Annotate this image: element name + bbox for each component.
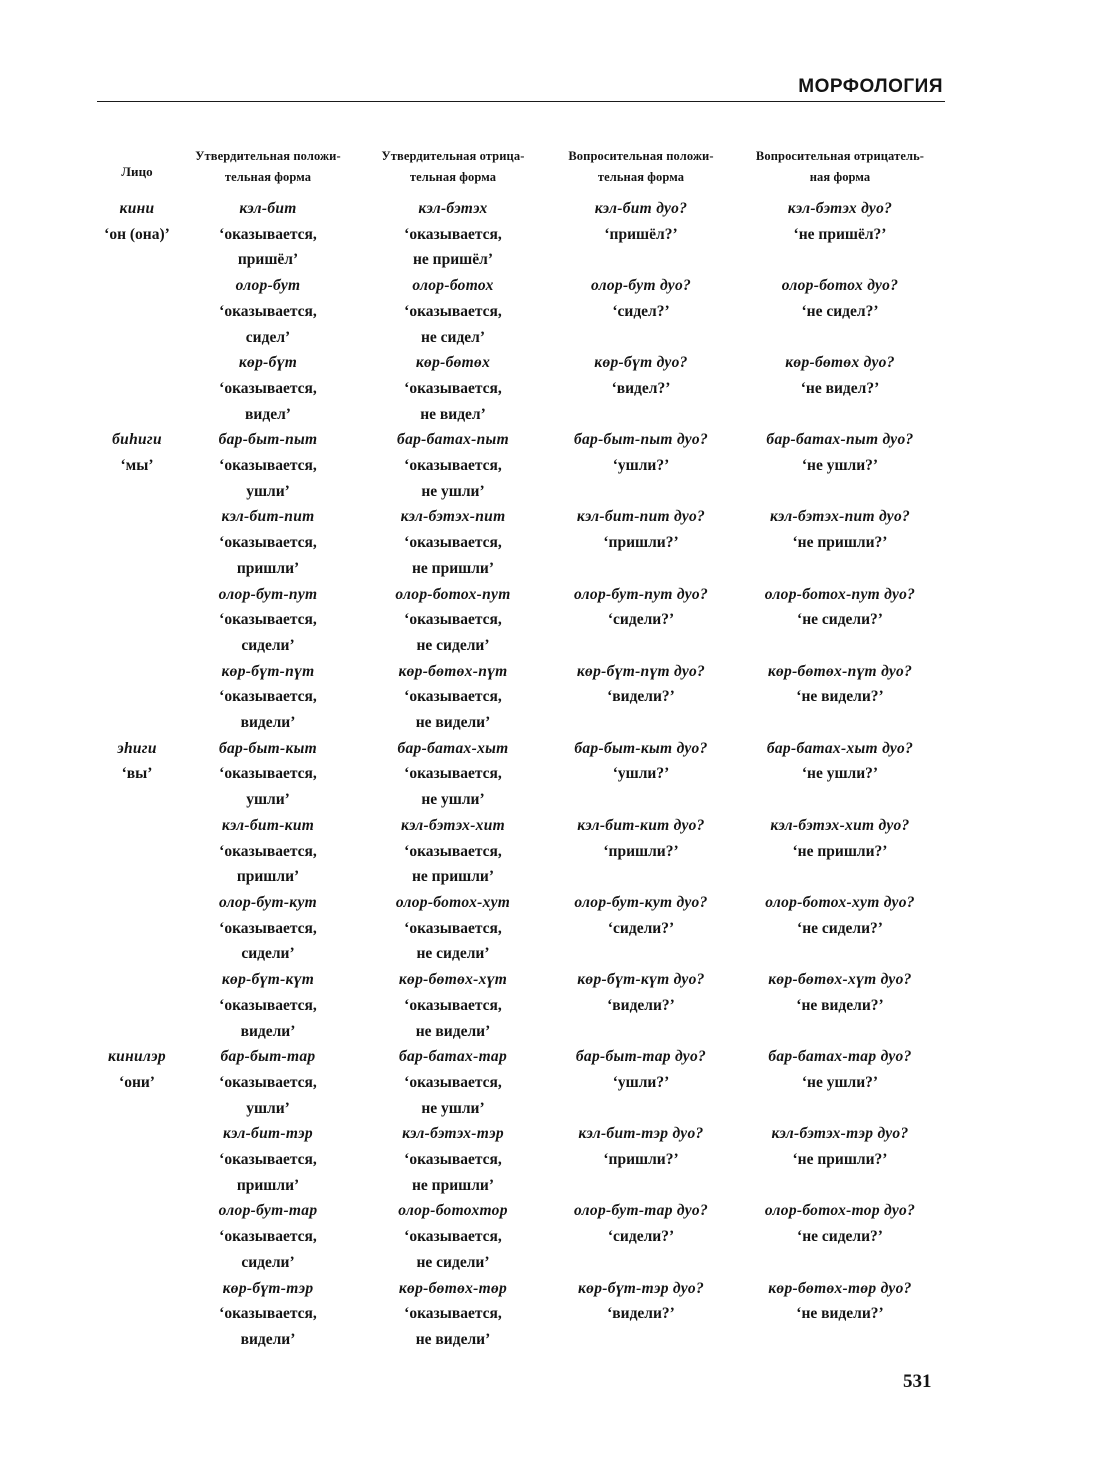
verb-form-cell [735, 736, 945, 813]
translation-line: не пришёл’ [413, 251, 493, 269]
translation-line: ‘не ушли?’ [801, 1073, 879, 1091]
translation-line: не сидели’ [416, 945, 490, 963]
verb-form-cell [359, 1044, 547, 1121]
person-pronoun: кинилэр [108, 1048, 166, 1066]
verb-form: бар-быт-тар дуо? [575, 1048, 707, 1066]
translation-line: ‘оказывается, [404, 765, 502, 783]
verb-form-cell [735, 1276, 945, 1353]
verb-form-cell [177, 1276, 359, 1353]
table-row [97, 582, 945, 659]
person-gloss: ‘они’ [119, 1073, 155, 1091]
translation-line: сидели’ [241, 945, 295, 963]
table-row [97, 967, 945, 1044]
header-line: тельная форма [224, 170, 312, 184]
verb-form-cell [177, 967, 359, 1044]
person-cell [97, 1276, 177, 1353]
translation-line: не видел’ [420, 405, 486, 423]
translation-line: ‘сидели?’ [607, 611, 675, 629]
verb-form-cell [547, 813, 735, 890]
verb-form: көр-бөтөх дуо? [785, 354, 895, 372]
translation-line: ‘пришли?’ [603, 534, 679, 552]
table-row [97, 890, 945, 967]
header-line: тельная форма [597, 170, 685, 184]
person-cell [97, 736, 177, 813]
header-affirmative-positive [177, 146, 359, 196]
verb-form-cell [735, 1121, 945, 1198]
translation-line: ‘оказывается, [404, 302, 502, 320]
translation-line: ‘оказывается, [219, 996, 317, 1014]
translation-line: не видели’ [415, 1022, 491, 1040]
verb-form-cell [547, 1121, 735, 1198]
person-cell [97, 350, 177, 427]
translation-line: ‘не видел?’ [800, 379, 880, 397]
person-pronoun: кини [119, 200, 155, 217]
verb-form: кэл-бэтэх-тэр дуо? [771, 1125, 909, 1143]
verb-form: кэл-бит-пит дуо? [576, 508, 706, 526]
translation-line: ‘оказывается, [219, 1151, 317, 1169]
verb-form: кэл-бит [239, 200, 297, 217]
verb-form-cell [359, 504, 547, 581]
verb-form: кэл-бит дуо? [594, 200, 688, 217]
person-cell [97, 427, 177, 504]
translation-line: не ушли’ [421, 482, 485, 500]
verb-form: олор-бут [235, 277, 301, 295]
verb-form: кэл-бит-тэр [223, 1125, 313, 1143]
verb-form-cell [547, 1198, 735, 1275]
verb-form: көр-бөтөх-төр дуо? [768, 1279, 912, 1297]
verb-form-cell [547, 967, 735, 1044]
verb-form: бар-быт-пыт дуо? [573, 431, 709, 449]
table-row [97, 1276, 945, 1353]
verb-form: олор-ботохтор [398, 1202, 508, 1220]
verb-form-cell [735, 967, 945, 1044]
translation-line: ‘оказывается, [219, 765, 317, 783]
translation-line: ‘не пришёл?’ [793, 225, 887, 243]
header-line: тельная форма [409, 170, 497, 184]
translation-line: сидели’ [241, 636, 295, 654]
table-row [97, 659, 945, 736]
verb-form: көр-бөтөх-пүт [398, 662, 508, 680]
translation-line: видел’ [245, 405, 291, 423]
person-cell [97, 890, 177, 967]
translation-line: видели’ [240, 1330, 296, 1348]
verb-form-cell [359, 1198, 547, 1275]
verb-form-cell [359, 1276, 547, 1353]
verb-form-cell [177, 736, 359, 813]
person-cell [97, 504, 177, 581]
translation-line: не ушли’ [421, 791, 485, 809]
translation-line: ‘оказывается, [404, 379, 502, 397]
verb-form-cell [177, 504, 359, 581]
person-gloss: ‘вы’ [121, 765, 153, 783]
table-row [97, 736, 945, 813]
verb-form: олор-ботох-хут [395, 893, 511, 911]
verb-form-cell [177, 350, 359, 427]
verb-form-cell [177, 1121, 359, 1198]
verb-form: бар-батах-хыт [397, 739, 509, 757]
verb-form: олор-бут дуо? [590, 277, 692, 295]
verb-form: кэл-бэтэх-хит [401, 816, 505, 834]
verb-form-cell [359, 1121, 547, 1198]
translation-line: ‘ушли?’ [612, 1073, 670, 1091]
verb-form-cell [547, 1276, 735, 1353]
verb-form: олор-бут-кут дуо? [574, 893, 708, 911]
verb-form-cell [177, 273, 359, 350]
translation-line: ‘не пришли?’ [792, 534, 888, 552]
verb-form: көр-бүт-күт [221, 971, 315, 989]
header-interrogative-negative [735, 146, 945, 196]
translation-line: не пришли’ [411, 559, 495, 577]
verb-form: көр-бүт-тэр [222, 1279, 314, 1297]
table-row [97, 1198, 945, 1275]
translation-line: ‘оказывается, [219, 225, 317, 243]
verb-form-cell [359, 967, 547, 1044]
person-cell [97, 196, 177, 273]
translation-line: ‘оказывается, [404, 225, 502, 243]
table-body [97, 196, 945, 1353]
verb-form-cell [547, 427, 735, 504]
translation-line: ‘оказывается, [404, 842, 502, 860]
translation-line: ‘не ушли?’ [801, 765, 879, 783]
conjugation-table [97, 146, 945, 1353]
translation-line: ‘оказывается, [219, 842, 317, 860]
verb-form-cell [359, 582, 547, 659]
verb-form-cell [547, 196, 735, 273]
translation-line: ‘оказывается, [219, 302, 317, 320]
verb-form: олор-бут-пут дуо? [573, 585, 708, 603]
verb-form-cell [547, 350, 735, 427]
header-line: Вопросительная отрицатель- [755, 149, 925, 163]
verb-form: олор-бут-кут [219, 893, 317, 911]
verb-form: көр-бүт-күт дуо? [577, 971, 705, 989]
translation-line: видели’ [240, 1022, 296, 1040]
verb-form-cell [735, 350, 945, 427]
verb-form-cell [359, 273, 547, 350]
translation-line: не видели’ [415, 714, 491, 732]
verb-form-cell [735, 1044, 945, 1121]
translation-line: сидели’ [241, 1253, 295, 1271]
verb-form-cell [359, 659, 547, 736]
translation-line: ‘оказывается, [404, 457, 502, 475]
verb-form-cell [547, 736, 735, 813]
translation-line: ушли’ [246, 482, 290, 500]
verb-form-cell [547, 582, 735, 659]
table-row [97, 504, 945, 581]
table-row [97, 1044, 945, 1121]
header-line: Вопросительная положи- [568, 149, 714, 163]
translation-line: пришли’ [236, 1176, 300, 1194]
verb-form-cell [359, 890, 547, 967]
verb-form: олор-ботох дуо? [781, 277, 899, 295]
translation-line: сидел’ [245, 328, 291, 346]
translation-line: ‘сидели?’ [607, 1228, 675, 1246]
translation-line: ‘не ушли?’ [801, 457, 879, 475]
verb-form: көр-бөтөх-пүт дуо? [767, 662, 913, 680]
translation-line: ‘не пришли?’ [792, 1151, 888, 1169]
translation-line: ‘видели?’ [607, 996, 675, 1014]
verb-form: бар-батах-хыт дуо? [766, 739, 914, 757]
verb-form: кэл-бэтэх-тэр [402, 1125, 504, 1143]
table-row [97, 813, 945, 890]
translation-line: ‘оказывается, [219, 457, 317, 475]
verb-form-cell [177, 1198, 359, 1275]
verb-form: олор-бут-тар дуо? [573, 1202, 708, 1220]
person-gloss: ‘мы’ [120, 457, 154, 475]
translation-line: ‘оказывается, [404, 534, 502, 552]
verb-form-cell [735, 582, 945, 659]
verb-form: кэл-бит-кит дуо? [577, 816, 705, 834]
verb-form-cell [177, 659, 359, 736]
verb-form: көр-бөтөх-төр [398, 1279, 508, 1297]
verb-form-cell [359, 427, 547, 504]
header-line: Утвердительная отрица- [381, 149, 525, 163]
verb-form: бар-батах-тар [398, 1048, 508, 1066]
translation-line: ушли’ [246, 791, 290, 809]
translation-line: ‘не видели?’ [796, 688, 884, 706]
person-gloss: ‘он (она)’ [104, 225, 170, 243]
header-interrogative-positive [547, 146, 735, 196]
translation-line: ‘не сидели?’ [797, 1228, 883, 1246]
translation-line: ‘оказывается, [404, 688, 502, 706]
header-affirmative-negative [359, 146, 547, 196]
verb-form-cell [177, 196, 359, 273]
table-row [97, 350, 945, 427]
verb-form: бар-быт-кыт дуо? [574, 739, 708, 757]
verb-form-cell [177, 427, 359, 504]
table-header [97, 146, 945, 196]
verb-form-cell [735, 1198, 945, 1275]
verb-form: көр-бүт [238, 354, 298, 372]
verb-form: кэл-бэтэх-пит [400, 508, 506, 526]
table-row [97, 273, 945, 350]
translation-line: ‘оказывается, [219, 1305, 317, 1323]
translation-line: не ушли’ [421, 1099, 485, 1117]
translation-line: не сидели’ [416, 1253, 490, 1271]
verb-form: кэл-бит-кит [221, 816, 315, 834]
person-cell [97, 1044, 177, 1121]
translation-line: ‘пришли?’ [603, 1151, 679, 1169]
translation-line: ‘оказывается, [404, 996, 502, 1014]
translation-line: ‘оказывается, [219, 534, 317, 552]
verb-form-cell [735, 890, 945, 967]
translation-line: не пришли’ [411, 868, 495, 886]
verb-form: көр-бүт-пүт [221, 662, 315, 680]
verb-form: олор-бут-пут [218, 585, 318, 603]
verb-form-cell [177, 813, 359, 890]
verb-form-cell [547, 890, 735, 967]
verb-form: кэл-бэтэх [418, 200, 488, 217]
person-pronoun: биһиги [112, 431, 162, 449]
verb-form-cell [735, 196, 945, 273]
verb-form: көр-бүт дуо? [594, 354, 688, 372]
verb-form-cell [547, 273, 735, 350]
verb-form: бар-батах-тар дуо? [768, 1048, 912, 1066]
translation-line: ‘ушли?’ [612, 765, 670, 783]
verb-form-cell [735, 659, 945, 736]
verb-form: кэл-бит-пит [221, 508, 315, 526]
translation-line: не сидели’ [416, 636, 490, 654]
translation-line: ‘не пришли?’ [792, 842, 888, 860]
translation-line: ‘не сидели?’ [797, 919, 883, 937]
person-cell [97, 273, 177, 350]
verb-form-cell [359, 736, 547, 813]
translation-line: ‘оказывается, [404, 919, 502, 937]
verb-form: көр-бөтөх-хүт дуо? [768, 971, 912, 989]
verb-form-cell [177, 890, 359, 967]
verb-form-cell [547, 659, 735, 736]
verb-form: көр-бөтөх [415, 354, 491, 372]
verb-form-cell [547, 1044, 735, 1121]
translation-line: ‘видели?’ [607, 1305, 675, 1323]
verb-form: олор-бут-тар [218, 1202, 318, 1220]
translation-line: ‘оказывается, [404, 1305, 502, 1323]
verb-form-cell [735, 273, 945, 350]
translation-line: ‘оказывается, [404, 1228, 502, 1246]
verb-form-cell [735, 427, 945, 504]
running-head-title: МОРФОЛОГИЯ [798, 76, 943, 97]
verb-form: кэл-бэтэх-хит дуо? [770, 816, 910, 834]
verb-form: бар-быт-кыт [218, 739, 318, 757]
verb-form: бар-быт-пыт [218, 431, 318, 449]
verb-form: кэл-бэтэх дуо? [787, 200, 893, 217]
translation-line: ‘оказывается, [219, 919, 317, 937]
person-gloss [97, 247, 177, 273]
translation-line: ‘оказывается, [219, 1073, 317, 1091]
translation-line: ‘оказывается, [219, 1228, 317, 1246]
person-cell [97, 582, 177, 659]
header-person [97, 146, 177, 196]
translation-line: ‘оказывается, [219, 611, 317, 629]
translation-line: ушли’ [246, 1099, 290, 1117]
header-line: Утвердительная положи- [195, 149, 341, 163]
verb-form-cell [735, 813, 945, 890]
person-cell [97, 1198, 177, 1275]
translation-line: ‘пришёл?’ [604, 225, 678, 243]
translation-line: ‘видел?’ [611, 379, 671, 397]
verb-form: кэл-бит-тэр дуо? [578, 1125, 704, 1143]
page-number: 531 [903, 1371, 932, 1392]
verb-form: көр-бүт-пүт дуо? [576, 662, 706, 680]
verb-form-cell [547, 504, 735, 581]
person-pronoun: эһиги [117, 739, 157, 757]
verb-form: олор-ботох-тор дуо? [764, 1202, 916, 1220]
verb-form-cell [177, 1044, 359, 1121]
translation-line: ‘ушли?’ [612, 457, 670, 475]
person-cell [97, 1121, 177, 1198]
verb-form: бар-батах-пыт дуо? [766, 431, 914, 449]
translation-line: ‘не видели?’ [796, 996, 884, 1014]
translation-line: пришли’ [236, 868, 300, 886]
translation-line: ‘видели?’ [607, 688, 675, 706]
verb-form-cell [177, 582, 359, 659]
translation-line: ‘оказывается, [404, 1073, 502, 1091]
verb-form-cell [359, 350, 547, 427]
header-line: Лицо [121, 163, 153, 179]
table-row [97, 427, 945, 504]
verb-form: бар-батах-пыт [397, 431, 509, 449]
translation-line: ‘оказывается, [404, 611, 502, 629]
person-cell [97, 813, 177, 890]
verb-form-cell [359, 813, 547, 890]
translation-line: ‘сидел?’ [612, 302, 670, 320]
person-cell [97, 659, 177, 736]
translation-line: ‘оказывается, [404, 1151, 502, 1169]
verb-form: олор-ботох-пут дуо? [764, 585, 916, 603]
translation-line: ‘пришли?’ [603, 842, 679, 860]
translation-line: пришли’ [236, 559, 300, 577]
verb-form: көр-бүт-тэр дуо? [578, 1279, 704, 1297]
verb-form: олор-ботох-пут [395, 585, 511, 603]
translation-line: ‘не видели?’ [796, 1305, 884, 1323]
translation-line: не сидел’ [420, 328, 486, 346]
translation-line: ‘не сидели?’ [797, 611, 883, 629]
translation-line: ‘не сидел?’ [801, 302, 879, 320]
translation-line: не пришли’ [411, 1176, 495, 1194]
translation-line: пришёл’ [237, 251, 299, 269]
verb-form-cell [735, 504, 945, 581]
header-line: ная форма [809, 170, 871, 184]
verb-form: көр-бөтөх-хүт [398, 971, 508, 989]
translation-line: ‘оказывается, [219, 688, 317, 706]
table-row [97, 1121, 945, 1198]
person-cell [97, 967, 177, 1044]
translation-line: ‘оказывается, [219, 379, 317, 397]
verb-form: олор-ботох [412, 277, 494, 295]
verb-form-cell [359, 196, 547, 273]
translation-line: не видели’ [415, 1330, 491, 1348]
translation-line: ‘сидели?’ [607, 919, 675, 937]
verb-form: кэл-бэтэх-пит дуо? [769, 508, 911, 526]
header-rule [97, 101, 945, 102]
verb-form: бар-быт-тар [220, 1048, 316, 1066]
translation-line: видели’ [240, 714, 296, 732]
table-row [97, 196, 945, 273]
verb-form: олор-ботох-хут дуо? [765, 893, 915, 911]
